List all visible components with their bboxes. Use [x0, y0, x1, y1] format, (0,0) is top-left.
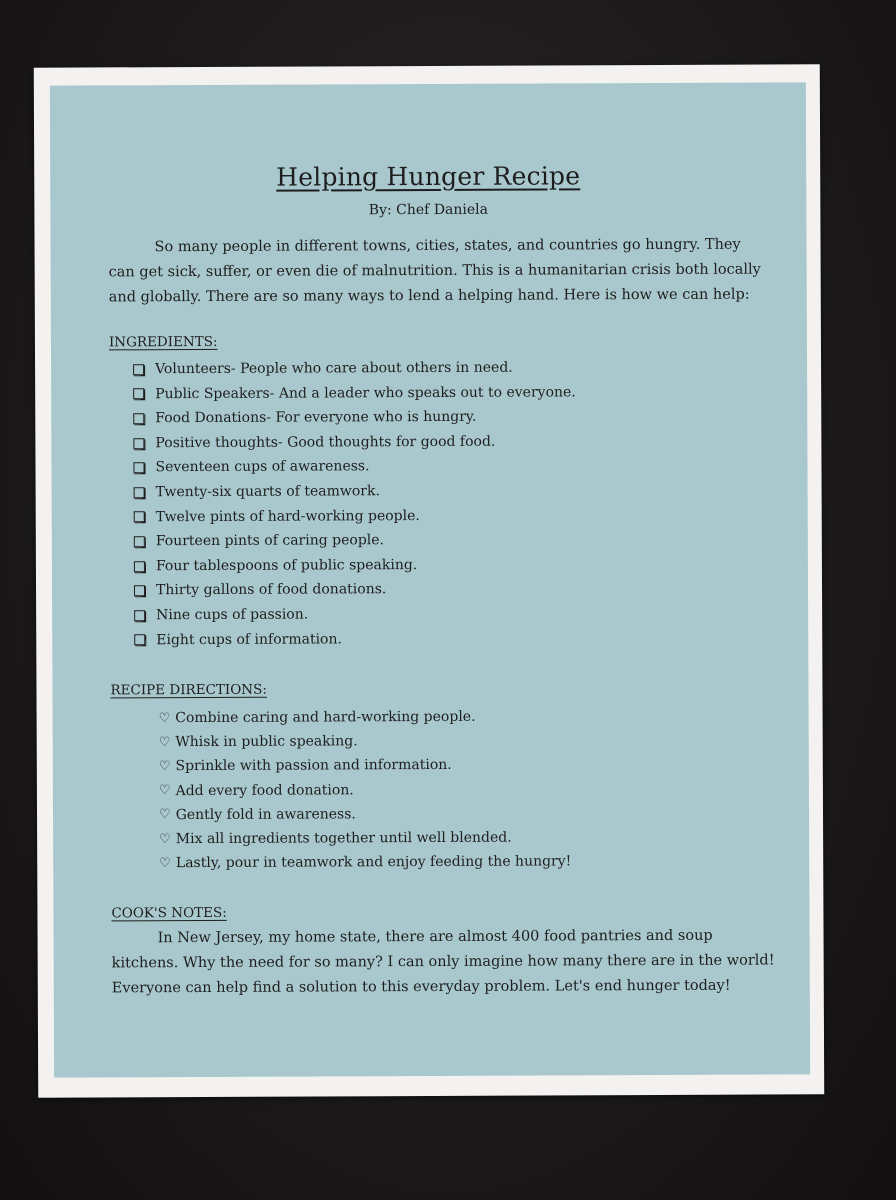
direction-text: Combine caring and hard-working people. — [175, 708, 476, 727]
ingredients-list — [133, 355, 577, 652]
ingredient-text: Volunteers- People who care about others in need. — [155, 359, 513, 378]
ingredient-item — [133, 454, 576, 481]
ingredient-text: Thirty gallons of food donations. — [156, 581, 387, 599]
ingredient-text: Seventeen cups of awareness. — [155, 458, 370, 476]
ingredient-text: Four tablespoons of public speaking. — [155, 556, 418, 574]
direction-item — [159, 801, 571, 827]
direction-text: Mix all ingredients together until well blended. — [175, 829, 512, 848]
ingredient-text: Fourteen pints of caring people. — [155, 532, 385, 550]
direction-item — [159, 729, 571, 755]
paper-border — [34, 64, 824, 1097]
heart-icon: ♡ — [158, 734, 171, 750]
direction-item — [159, 850, 571, 876]
ingredients-heading: INGREDIENTS: — [108, 333, 218, 351]
notes-paragraph: In New Jersey, my home state, there are almost 400 food pantries and soup kitchens. Why the need for so many? I can only imagine how many there are in the world! Everyone can help find a solution to this everyday problem. Let's end hunger today! — [111, 927, 775, 997]
direction-text: Lastly, pour in teamwork and enjoy feeding the hungry! — [175, 853, 572, 872]
heart-icon: ♡ — [158, 783, 171, 799]
heart-icon: ♡ — [158, 710, 171, 726]
ingredient-item — [133, 355, 576, 382]
direction-text: Add every food donation. — [175, 781, 354, 799]
ingredient-text: Food Donations- For everyone who is hungry. — [155, 408, 477, 427]
ingredient-item — [134, 577, 577, 604]
direction-item — [159, 777, 571, 803]
direction-item — [159, 753, 571, 779]
checkbox-icon — [133, 389, 144, 400]
checkbox-icon — [134, 536, 145, 547]
heart-icon: ♡ — [159, 855, 171, 871]
heart-icon: ♡ — [159, 831, 171, 847]
ingredient-item — [134, 503, 577, 530]
byline: By: Chef Daniela — [368, 201, 489, 219]
checkbox-icon — [133, 364, 144, 375]
ingredient-item — [134, 478, 577, 505]
heart-icon: ♡ — [158, 807, 171, 823]
direction-text: Gently fold in awareness. — [175, 806, 356, 823]
ingredient-item — [133, 429, 576, 456]
ingredient-text: Positive thoughts- Good thoughts for good food. — [155, 433, 496, 451]
ingredient-item — [133, 380, 576, 407]
direction-item — [159, 825, 571, 851]
ingredient-text: Eight cups of information. — [156, 630, 342, 648]
checkbox-icon — [133, 462, 144, 473]
directions-heading: RECIPE DIRECTIONS: — [110, 681, 267, 699]
direction-item — [159, 704, 571, 730]
intro-paragraph: So many people in different towns, cities, states, and countries go hungry. They can get sick, suffer, or even die of malnutrition. This is a humanitarian crisis both locally and globally. There are so many ways to lend a helping hand. Here is how we can help: — [108, 236, 761, 306]
checkbox-icon — [134, 610, 145, 621]
notes-heading: COOK'S NOTES: — [111, 904, 227, 922]
checkbox-icon — [134, 561, 145, 572]
ingredient-text: Public Speakers- And a leader who speaks out to everyone. — [155, 383, 576, 402]
ingredient-item — [133, 405, 576, 432]
checkbox-icon — [134, 512, 145, 523]
ingredient-text: Twelve pints of hard-working people. — [155, 507, 420, 525]
checkbox-icon — [134, 487, 145, 498]
checkbox-icon — [133, 438, 144, 449]
page-title: Helping Hunger Recipe — [276, 161, 581, 192]
checkbox-icon — [134, 585, 145, 596]
direction-text: Whisk in public speaking. — [175, 733, 358, 751]
ingredient-item — [134, 528, 577, 555]
ingredient-text: Twenty-six quarts of teamwork. — [155, 483, 380, 501]
directions-list — [159, 704, 572, 875]
direction-text: Sprinkle with passion and information. — [175, 757, 452, 775]
heart-icon: ♡ — [158, 759, 171, 775]
recipe-paper — [50, 82, 810, 1077]
ingredient-item — [134, 626, 577, 653]
checkbox-icon — [134, 635, 145, 646]
ingredient-text: Nine cups of passion. — [156, 606, 309, 624]
ingredient-item — [134, 552, 577, 579]
ingredient-item — [134, 601, 577, 628]
checkbox-icon — [133, 413, 144, 424]
